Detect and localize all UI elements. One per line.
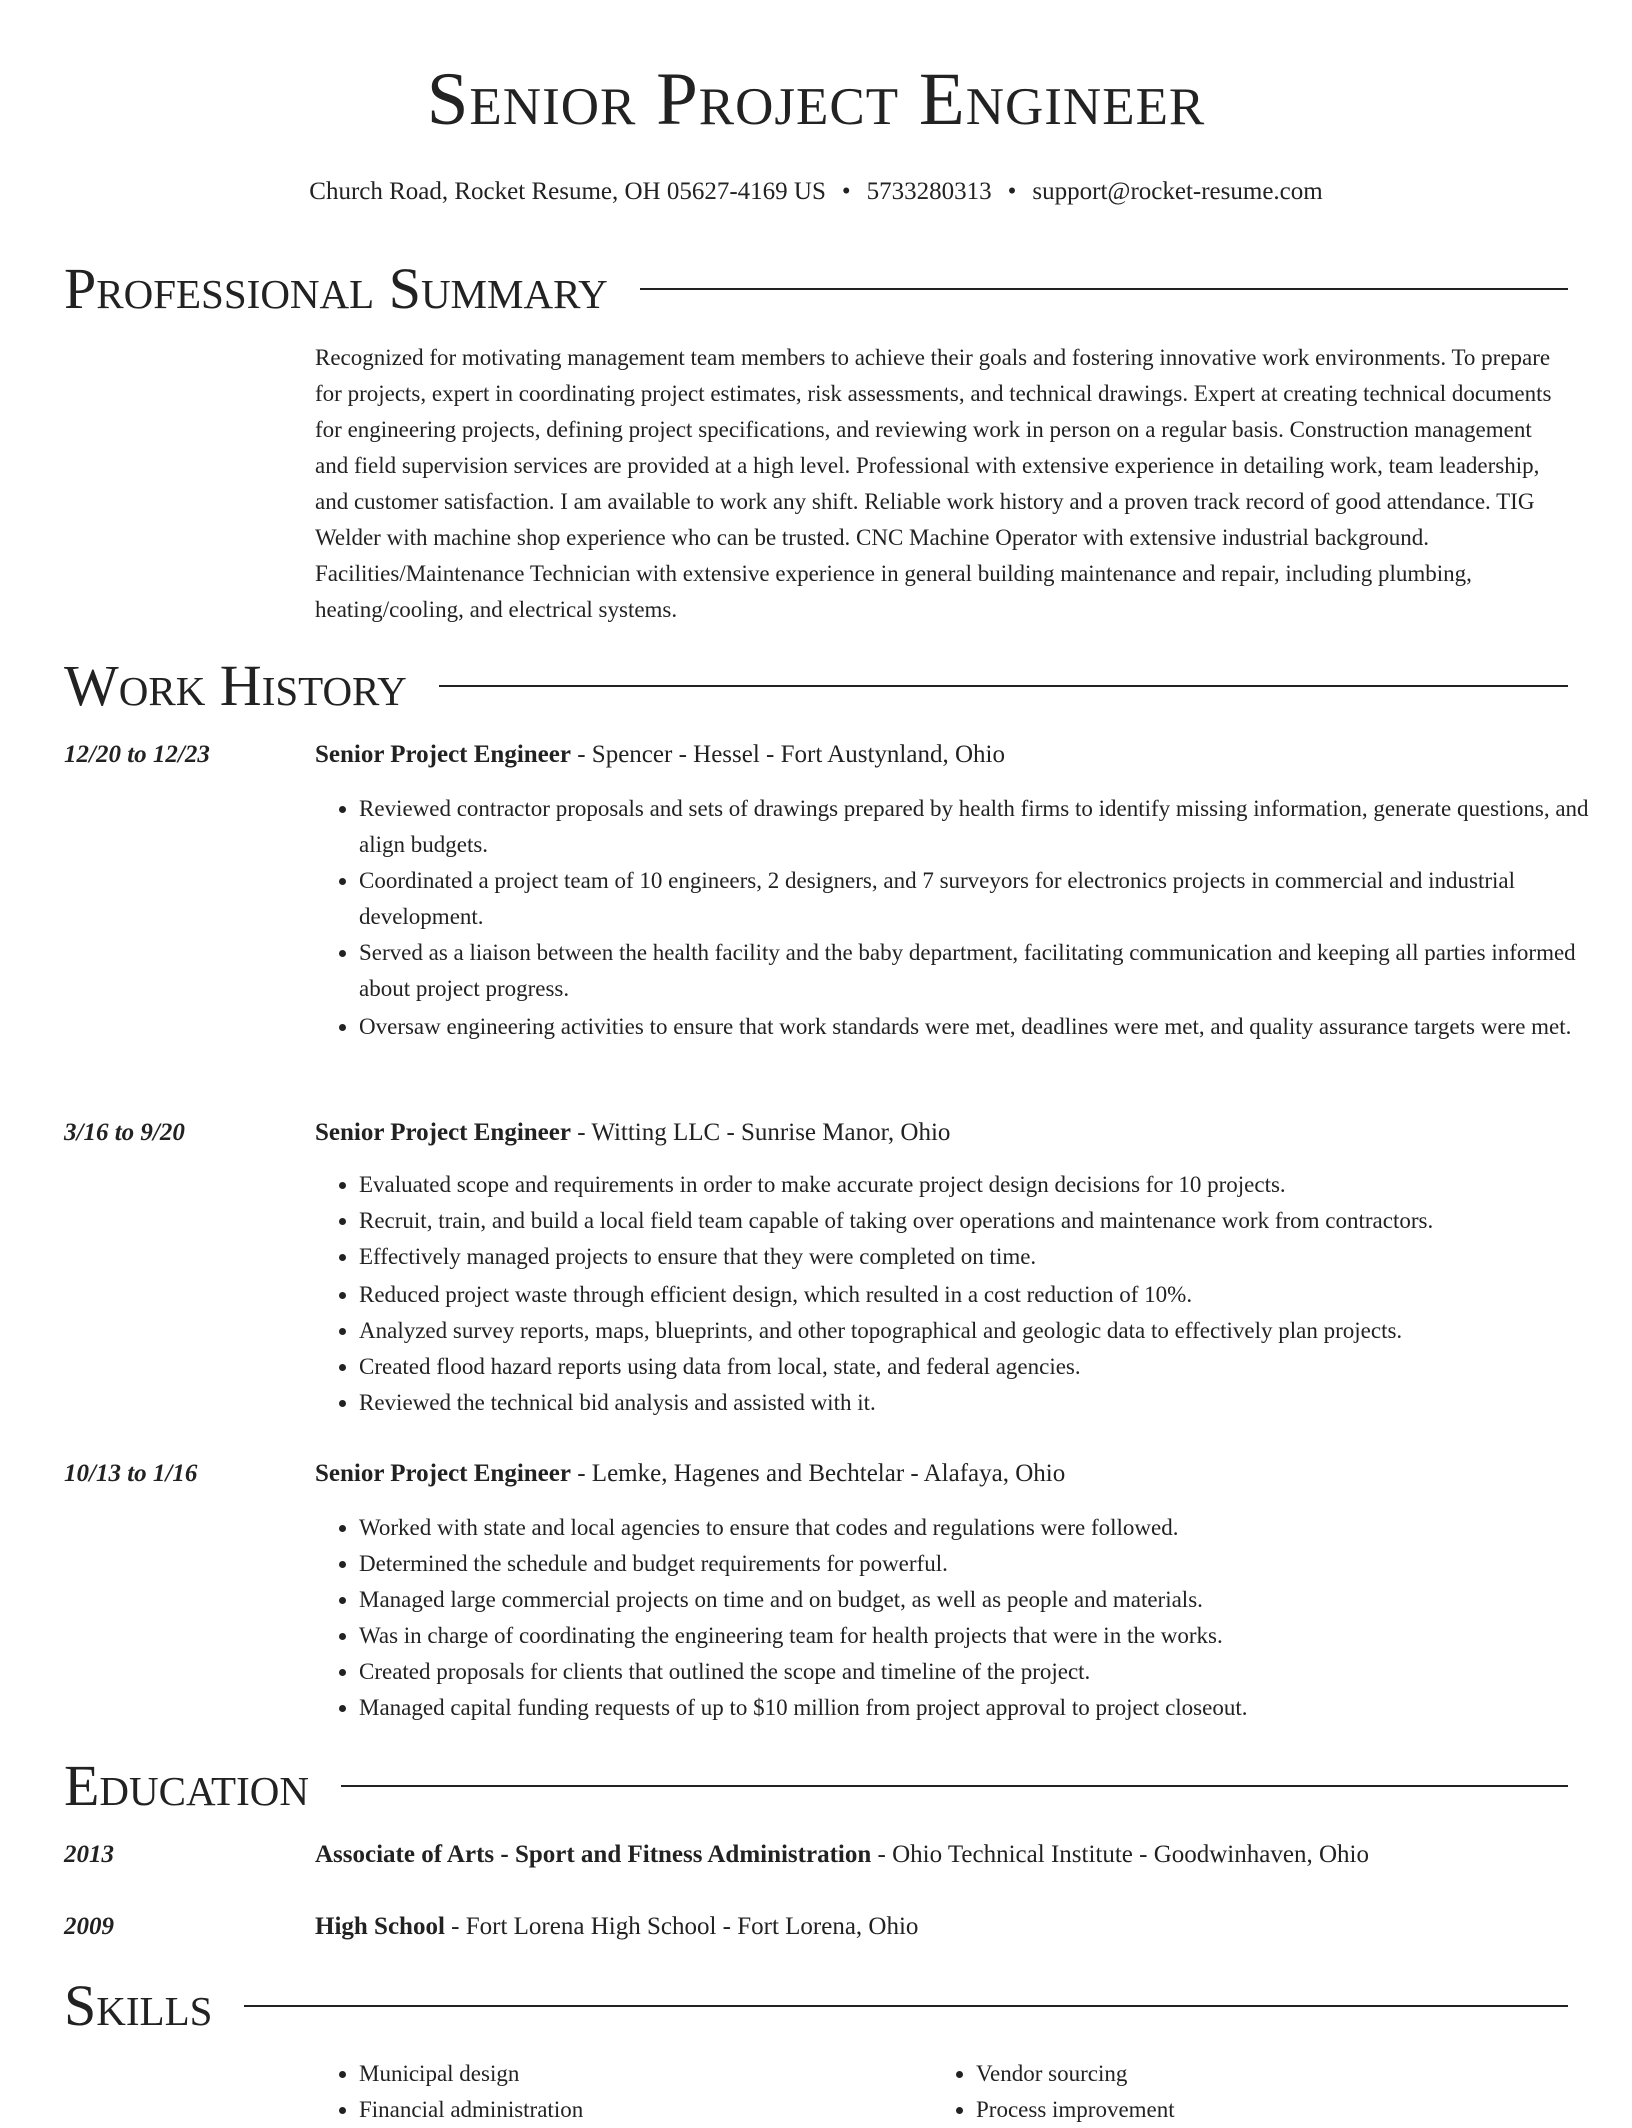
job-detail: - Witting LLC - Sunrise Manor, Ohio [570,1119,951,1146]
separator: • [841,178,851,205]
page-title: Senior Project Engineer [426,58,1206,141]
phone-text: 5733280313 [866,178,992,205]
skill-item: • Process improvement [976,2092,1549,2128]
education-heading: Education [64,1753,309,1818]
list-item: • Reviewed contractor proposals and sets of drawings prepared by health firms to identify missing information, generate questions, and align budgets. [359,791,1612,863]
job-role: Senior Project Engineer [315,1119,571,1146]
job-detail: - Lemke, Hagenes and Bechtelar - Alafaya, Ohio [570,1460,1066,1487]
summary-text: Recognized for motivating management team members to achieve their goals and fostering innovative work environments. To prepare for projects, expert in coordinating project estimates, risk assessments, and technical drawings. Expert at creating technical documents for engineering projects, defining project specifications, and reviewing work in person on a regular basis. Construction management and field supervision services are provided at a high level. Professional with extensive experience in detailing work, team leadership, and customer satisfaction. I am available to work any shift. Reliable work history and a proven track record of good attendance. TIG Welder with machine shop experience who can be trusted. CNC Machine Operator with extensive industrial background. Facilities/Maintenance Technician with extensive experience in general building maintenance and repair, including plumbing, heating/cooling, and electrical systems. [315,345,1552,622]
job-bullets [315,1510,1612,1726]
list-item: • Oversaw engineering activities to ensure that work standards were met, deadlines were met, and quality assurance targets were met. [359,1009,1612,1045]
section-divider [341,1785,1568,1787]
summary-heading: Professional Summary [64,256,608,321]
job-heading [315,1458,1568,1490]
section-divider [244,2005,1568,2007]
work-section-header [64,653,1568,718]
work-heading: Work History [64,653,407,718]
list-item: • Recruit, train, and build a local field team capable of taking over operations and maintenance work from contractors. [359,1203,1612,1239]
education-heading-line [315,1911,1568,1943]
job-bullets [315,1167,1612,1421]
job-dates: 3/16 to 9/20 [64,1119,185,1146]
list-item: • Determined the schedule and budget requirements for powerful. [359,1546,1612,1582]
list-item: • Managed large commercial projects on time and on budget, as well as people and materials. [359,1582,1612,1618]
job-heading [315,1117,1568,1149]
job-role: Senior Project Engineer [315,1460,571,1487]
skill-item: • Municipal design [359,2056,932,2092]
list-item: • Served as a liaison between the health facility and the baby department, facilitating communication and keeping all parties informed about project progress. [359,935,1612,1007]
list-item: • Created proposals for clients that outlined the scope and timeline of the project. [359,1654,1612,1690]
skills-section-header [64,1973,1568,2038]
school-detail: - Fort Lorena High School - Fort Lorena, Ohio [444,1913,919,1940]
skills-column-right [932,2056,1549,2128]
contact-line [0,176,1632,208]
education-year: 2013 [64,1841,114,1868]
skill-item: • Vendor sourcing [976,2056,1549,2092]
list-item: • Worked with state and local agencies to ensure that codes and regulations were followed. [359,1510,1612,1546]
education-year: 2009 [64,1913,114,1940]
job-dates: 12/20 to 12/23 [64,741,210,768]
education-heading-line [315,1839,1568,1871]
skills-heading: Skills [64,1973,213,2038]
education-section-header [64,1753,1568,1818]
skills-list [315,2056,1565,2128]
job-heading [315,739,1568,771]
address-text: Church Road, Rocket Resume, OH 05627-4169 US [309,178,826,205]
list-item: • Managed capital funding requests of up to $10 million from project approval to project closeout. [359,1690,1612,1726]
summary-section-header [64,256,1568,321]
list-item: • Reduced project waste through efficient design, which resulted in a cost reduction of 10%. [359,1277,1612,1313]
job-dates: 10/13 to 1/16 [64,1460,198,1487]
job-bullets [315,791,1612,1045]
list-item: • Analyzed survey reports, maps, blueprints, and other topographical and geologic data to effectively plan projects. [359,1313,1612,1349]
list-item: • Reviewed the technical bid analysis and assisted with it. [359,1385,1612,1421]
list-item: • Evaluated scope and requirements in order to make accurate project design decisions for 10 projects. [359,1167,1612,1203]
section-divider [439,685,1568,687]
list-item: • Created flood hazard reports using data from local, state, and federal agencies. [359,1349,1612,1385]
list-item: • Coordinated a project team of 10 engineers, 2 designers, and 7 surveyors for electronics projects in commercial and industrial development. [359,863,1612,935]
email-link[interactable]: support@rocket-resume.com [1032,178,1323,205]
degree-name: High School [315,1913,445,1940]
skills-column-left [315,2056,932,2128]
job-role: Senior Project Engineer [315,741,571,768]
school-detail: - Ohio Technical Institute - Goodwinhaven, Ohio [871,1841,1369,1868]
job-detail: - Spencer - Hessel - Fort Austynland, Ohio [570,741,1005,768]
skill-item: • Financial administration [359,2092,932,2128]
degree-name: Associate of Arts - Sport and Fitness Administration [315,1841,872,1868]
separator: • [1007,178,1017,205]
list-item: • Was in charge of coordinating the engineering team for health projects that were in the works. [359,1618,1612,1654]
list-item: • Effectively managed projects to ensure that they were completed on time. [359,1239,1612,1275]
section-divider [640,288,1568,290]
